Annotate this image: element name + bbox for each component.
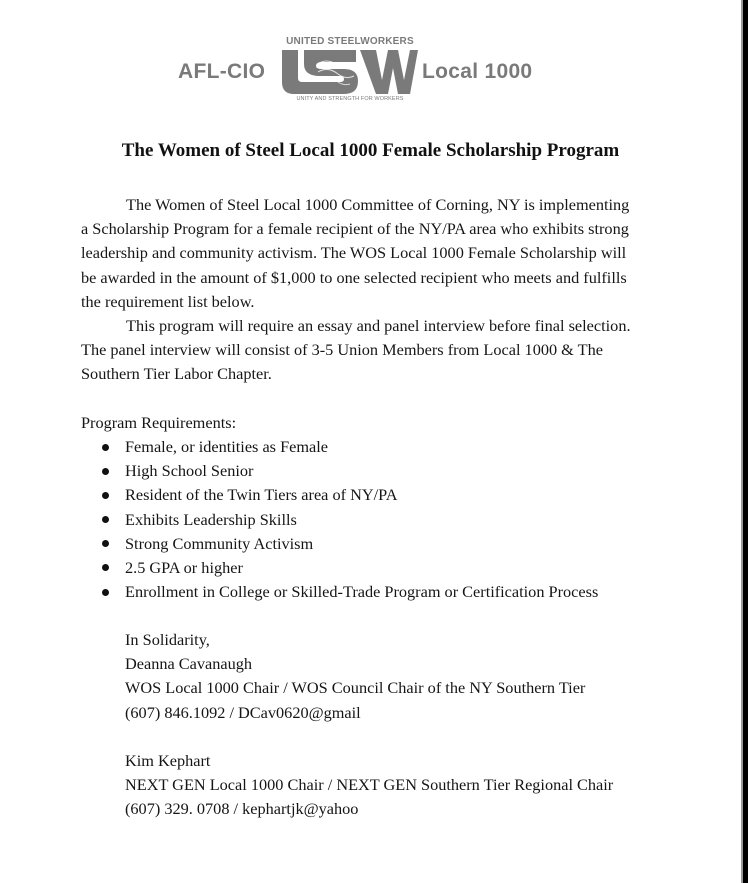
intro-paragraph [81,193,661,314]
signatory-name: Kim Kephart [125,751,211,770]
paragraph-line: a Scholarship Program for a female recipient of the NY/PA area who exhibits strong [81,219,629,239]
requirement-text: Enrollment in College or Skilled-Trade Program or Certification Process [125,582,599,602]
signatory-role: NEXT GEN Local 1000 Chair / NEXT GEN Southern Tier Regional Chair [125,775,614,795]
bullet-icon [102,516,109,523]
paragraph-line: The panel interview will consist of 3-5 Union Members from Local 1000 & The [81,340,603,360]
requirement-text: Female, or identities as Female [125,437,329,456]
requirement-text: Exhibits Leadership Skills [125,509,297,529]
paragraph-line: This program will require an essay and panel interview before final selection. [126,316,631,335]
requirement-text: Strong Community Activism [125,533,314,553]
logo-afl-cio-text: AFL-CIO [178,60,266,83]
logo-united-steelworkers-text: UNITED STEELWORKERS [286,36,414,47]
paragraph-line: be awarded in the amount of $1,000 to one selected recipient who meets and fulfills [81,267,627,287]
requirement-text: Resident of the Twin Tiers area of NY/PA [125,485,398,505]
bullet-icon [102,589,109,596]
signature-block-2 [125,749,613,822]
bullet-icon [102,492,109,499]
signatory-role: WOS Local 1000 Chair / WOS Council Chair of the NY Southern Tier [125,678,586,698]
logo-local-1000-text: Local 1000 [422,60,533,83]
paragraph-line: Southern Tier Labor Chapter. [81,364,272,384]
bullet-icon [102,468,109,475]
requirement-text: High School Senior [125,461,254,481]
requirement-text: 2.5 GPA or higher [125,557,243,577]
paragraph-line: leadership and community activism. The WOS Local 1000 Female Scholarship will [81,243,627,263]
signatory-name: Deanna Cavanaugh [125,654,253,674]
page-edge-border [743,0,748,883]
union-logo [170,36,570,112]
logo-tagline: UNITY AND STRENGTH FOR WORKERS [296,96,404,102]
bullet-icon [102,564,109,571]
bullet-icon [102,540,109,547]
signatory-contact: (607) 846.1092 / DCav0620@gmail [125,702,361,722]
selection-paragraph [81,314,661,387]
document-title: The Women of Steel Local 1000 Female Scholarship Program [121,140,620,161]
signatory-contact: (607) 329. 0708 / kephartjk@yahoo [125,799,359,819]
requirements-heading: Program Requirements: [81,413,237,432]
bullet-icon [102,444,109,451]
paragraph-line: the requirement list below. [81,291,255,311]
closing-text: In Solidarity, [125,630,210,649]
signature-block-1 [125,628,585,725]
paragraph-line: The Women of Steel Local 1000 Committee of Corning, NY is implementing [126,195,630,214]
usw-logo-icon [282,50,418,94]
